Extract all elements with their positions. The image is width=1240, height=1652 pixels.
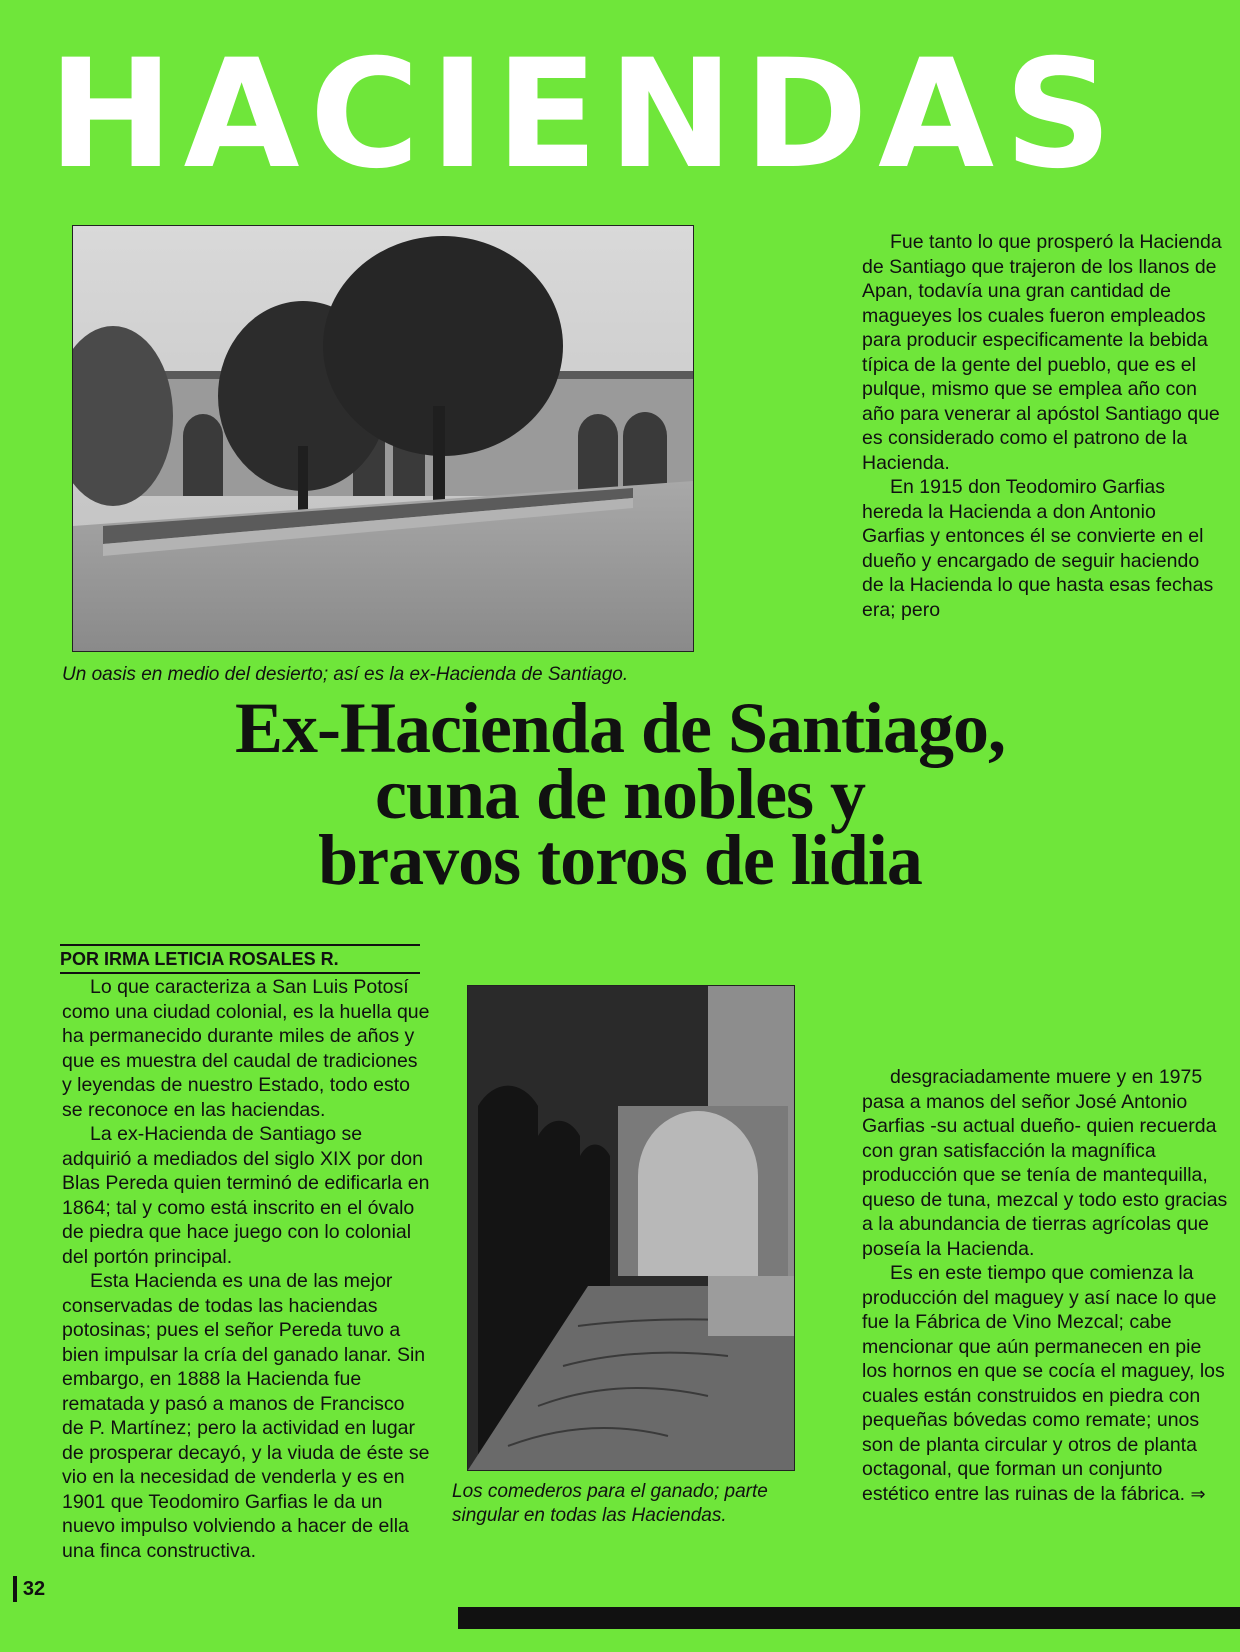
headline-line-3: bravos toros de lidia bbox=[318, 820, 922, 900]
headline-line-1: Ex-Hacienda de Santiago, bbox=[234, 688, 1006, 768]
arrow-right-icon: ⇒ bbox=[1190, 1483, 1206, 1504]
article-column-top-right bbox=[862, 230, 1222, 622]
paragraph: Esta Hacienda es una de las mejor conservadas de todas las haciendas potosinas; pues el señor Pereda tuvo a bien impulsar la cría del ganado lanar. Sin embargo, en 1888 la Hacienda fue rematada y pasó a manos de Francisco de P. Martínez; pero la actividad en lugar de prosperar decayó, y la viuda de éste se vio en la necesidad de venderla y es en 1901 que Teodomiro Garfias le da un nuevo impulso volviendo a hacer de ella una finca constructiva. bbox=[62, 1270, 430, 1562]
paragraph bbox=[862, 1261, 1228, 1506]
page-number: 32 bbox=[13, 1576, 51, 1602]
courtyard-photo-illustration bbox=[73, 226, 693, 651]
paragraph: Fue tanto lo que prosperó la Hacienda de Santiago que trajeron de los llanos de Apan, todavía una gran cantidad de magueyes los cuales fueron empleados para producir especificamente la bebida típica de la gente del pueblo, que es el pulque, mismo que se emplea año con año para venerar al apóstol Santiago que es considerado como el patrono de la Hacienda. bbox=[862, 231, 1222, 474]
paragraph: Lo que caracteriza a San Luis Potosí como una ciudad colonial, es la huella que ha permanecido durante miles de años y que es muestra del caudal de tradiciones y leyendas de nuestro Estado, todo esto se reconoce en las haciendas. bbox=[62, 976, 430, 1121]
byline: POR IRMA LETICIA ROSALES R. bbox=[60, 944, 420, 974]
footer-rule bbox=[458, 1607, 1240, 1629]
article-column-left bbox=[62, 975, 430, 1563]
corridor-photo bbox=[467, 985, 795, 1471]
article-column-right bbox=[862, 1065, 1228, 1506]
headline bbox=[40, 688, 1200, 900]
paragraph: La ex-Hacienda de Santiago se adquirió a mediados del siglo XIX por don Blas Pereda quien terminó de edificarla en 1864; tal y como está inscrito en el óvalo de piedra que hace juego con lo colonial del portón principal. bbox=[62, 1123, 430, 1268]
headline-line-2: cuna de nobles y bbox=[374, 754, 866, 834]
corridor-photo-illustration bbox=[468, 986, 794, 1470]
section-title: HACIENDAS bbox=[48, 40, 1123, 190]
photo-caption: Los comederos para el ganado; parte singular en todas las Haciendas. bbox=[452, 1481, 768, 1526]
photo-caption: Un oasis en medio del desierto; así es la ex-Hacienda de Santiago. bbox=[62, 664, 629, 685]
courtyard-photo bbox=[72, 225, 694, 652]
paragraph-text: Es en este tiempo que comienza la producción del maguey y así nace lo que fue la Fábrica de Vino Mezcal; cabe mencionar que aún permanecen en pie los hornos en que se cocía el maguey, los cuales están construidos en piedra con pequeñas bóvedas como remate; unos son de planta circular y otros de planta octagonal, que forman un conjunto estético entre las ruinas de la fábrica. bbox=[862, 1262, 1225, 1505]
paragraph: En 1915 don Teodomiro Garfias hereda la Hacienda a don Antonio Garfias y entonces él se convierte en el dueño y encargado de seguir haciendo de la Hacienda lo que hasta esas fechas era; pero bbox=[862, 476, 1214, 621]
paragraph: desgraciadamente muere y en 1975 pasa a manos del señor José Antonio Garfias -su actual dueño- quien recuerda con gran satisfacción la magnífica producción que se tenía de mantequilla, queso de tuna, mezcal y todo esto gracias a la abundancia de tierras agrícolas que poseía la Hacienda. bbox=[862, 1066, 1228, 1260]
